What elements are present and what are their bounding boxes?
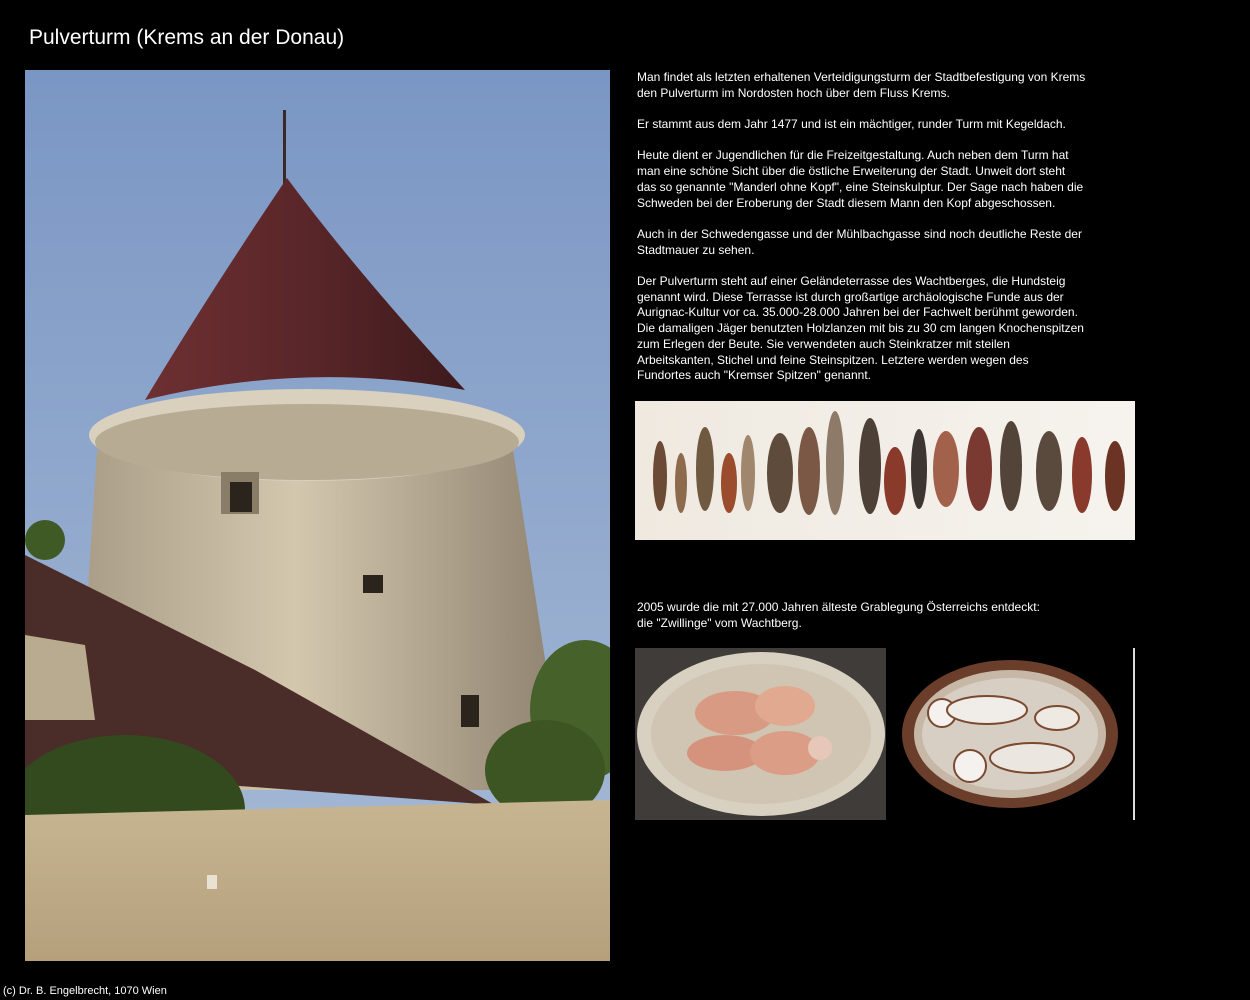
paragraph-line: den Pulverturm im Nordosten hoch über dem Fluss Krems. [637, 85, 950, 100]
caption-line: 2005 wurde die mit 27.000 Jahren älteste Grablegung Österreichs entdeckt: [637, 600, 1040, 614]
paragraph-2 [637, 117, 1107, 133]
paragraph-5 [637, 274, 1107, 384]
paragraph-line: Schweden bei der Eroberung der Stadt diesem Mann den Kopf abgeschossen. [637, 195, 1056, 210]
stone-tools-photo [635, 401, 1135, 540]
paragraph-3 [637, 148, 1107, 211]
paragraph-line: Man findet als letzten erhaltenen Verteidigungsturm der Stadtbefestigung von Krems [637, 70, 1086, 84]
paragraph-line: Auch in der Schwedengasse und der Mühlbachgasse sind noch deutliche Reste der [637, 226, 1082, 241]
paragraph-line: zum Erlegen der Beute. Sie verwendeten auch Steinkratzer mit steilen [637, 336, 1010, 351]
page-title: Pulverturm (Krems an der Donau) [29, 26, 345, 49]
paragraph-line: Fundortes auch "Kremser Spitzen" genannt. [637, 368, 871, 383]
paragraph-line: Stadtmauer zu sehen. [637, 242, 755, 257]
paragraph-line: das so genannte "Manderl ohne Kopf", eine Steinskulptur. Der Sage nach haben die [637, 179, 1084, 194]
paragraph-line: Heute dient er Jugendlichen für die Freizeitgestaltung. Auch neben dem Turm hat [637, 148, 1069, 163]
caption-line: die "Zwillinge" vom Wachtberg. [637, 615, 802, 630]
burial-caption [637, 600, 1107, 631]
paragraph-line: Arbeitskanten, Stichel und feine Steinspitzen. Letztere werden wegen des [637, 352, 1029, 367]
article-text [637, 70, 1107, 400]
paragraph-line: Er stammt aus dem Jahr 1477 und ist ein mächtiger, runder Turm mit Kegeldach. [637, 117, 1066, 132]
paragraph-line: Die damaligen Jäger benutzten Holzlanzen mit bis zu 30 cm langen Knochenspitzen [637, 321, 1084, 336]
paragraph-4 [637, 227, 1107, 258]
paragraph-line: Der Pulverturm steht auf einer Geländeterrasse des Wachtberges, die Hundsteig [637, 274, 1066, 289]
twin-burial-photo [635, 648, 886, 820]
copyright-footer: (c) Dr. B. Engelbrecht, 1070 Wien [3, 985, 167, 997]
twin-burial-scan-photo [892, 648, 1135, 820]
paragraph-line: genannt wird. Diese Terrasse ist durch großartige archäologische Funde aus der [637, 289, 1064, 304]
paragraph-line: Aurignac-Kultur vor ca. 35.000-28.000 Jahren bei der Fachwelt berühmt geworden. [637, 305, 1078, 320]
tower-photo [25, 70, 610, 961]
paragraph-line: man eine schöne Sicht über die östliche Erweiterung der Stadt. Unweit dort steht [637, 164, 1066, 179]
paragraph-1 [637, 70, 1107, 101]
